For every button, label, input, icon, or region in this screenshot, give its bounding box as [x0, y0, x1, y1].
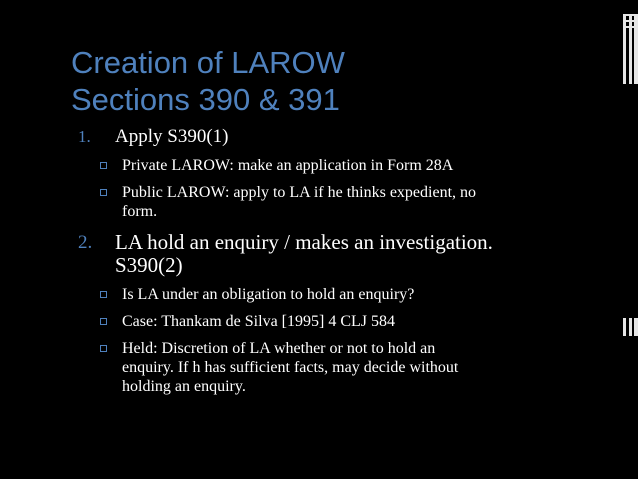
sub-item-line: enquiry. If h has sufficient facts, may decide without: [122, 359, 459, 376]
square-bullet-icon: [100, 291, 107, 298]
square-bullet-icon: [100, 318, 107, 325]
item-text: Apply S390(1): [115, 126, 229, 147]
list-item-1: [78, 126, 608, 148]
edge-stripes-top: [623, 14, 638, 84]
item-number: 2.: [78, 232, 93, 253]
sub-item-line: Case: Thankam de Silva [1995] 4 CLJ 584: [122, 313, 395, 330]
square-bullet-icon: [100, 189, 107, 196]
item-number: 1.: [78, 127, 91, 146]
sub-item-line: Held: Discretion of LA whether or not to hold an: [122, 340, 436, 357]
sub-item: [78, 156, 608, 175]
item-line: S390(2): [115, 253, 183, 277]
sub-item-line: Private LAROW: make an application in Form 28A: [122, 157, 454, 174]
sub-item-line: Is LA under an obligation to hold an enquiry?: [122, 286, 415, 303]
slide-title: [71, 44, 611, 118]
square-bullet-icon: [100, 345, 107, 352]
sub-item: [78, 183, 608, 221]
item-line: LA hold an enquiry / makes an investigation.: [115, 230, 493, 254]
sub-item: [78, 312, 608, 331]
list-item-2: [78, 231, 608, 277]
sub-item-line: form.: [122, 203, 158, 220]
slide-content: [78, 126, 608, 396]
sub-item-line: holding an enquiry.: [122, 378, 246, 395]
sub-item-line: Public LAROW: apply to LA if he thinks expedient, no: [122, 184, 477, 201]
edge-stripes-bottom: [623, 318, 638, 336]
title-line-2: Sections 390 & 391: [71, 82, 340, 117]
sub-item: [78, 285, 608, 304]
title-line-1: Creation of LAROW: [71, 45, 345, 80]
sub-item: [78, 339, 608, 396]
square-bullet-icon: [100, 162, 107, 169]
